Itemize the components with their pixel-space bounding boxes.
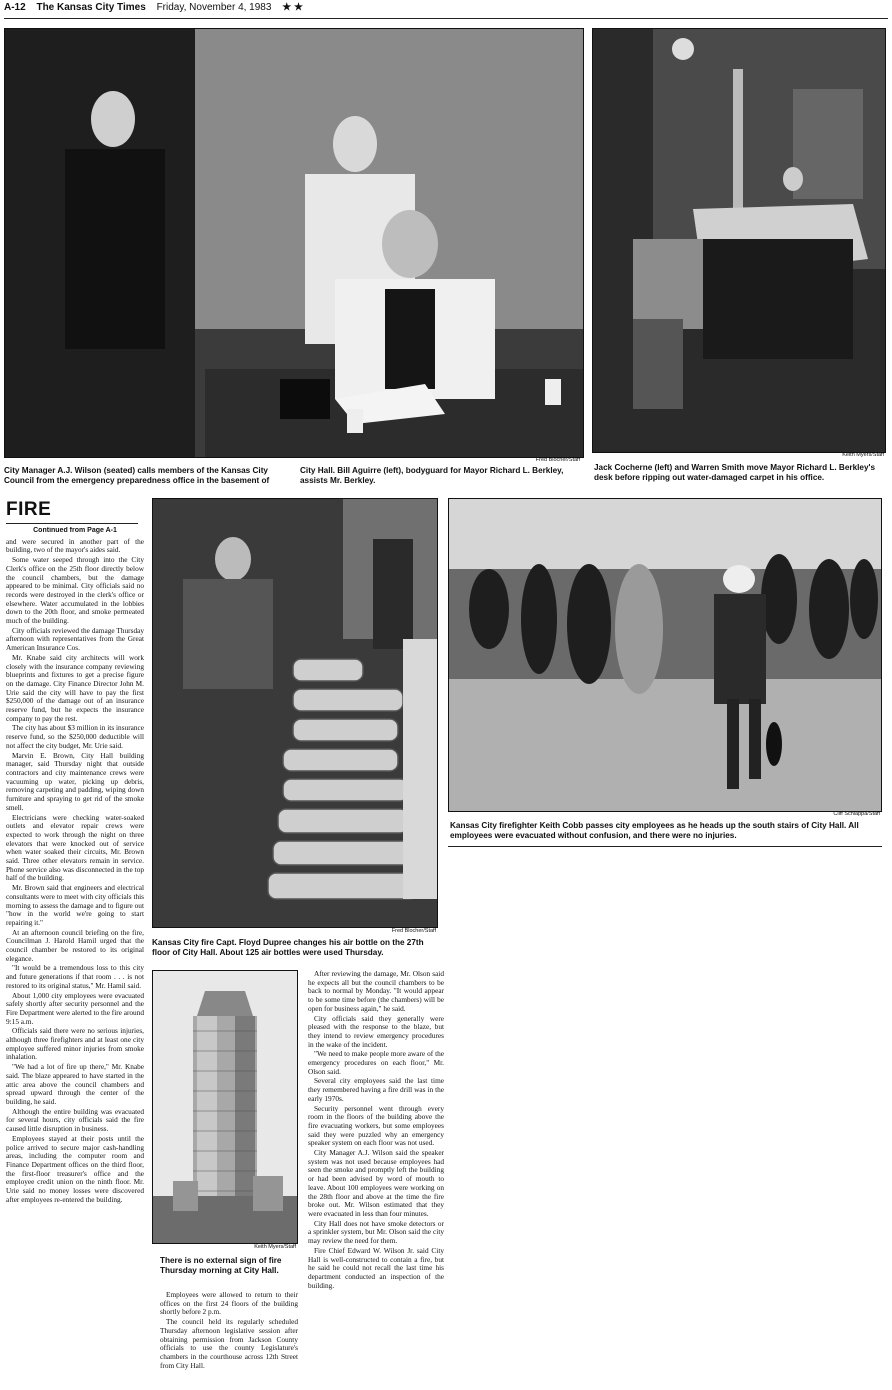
- article-paragraph: City officials reviewed the damage Thursday afternoon with representatives from the Great American Insurance Cos.: [6, 625, 144, 653]
- article-paragraph: Employees stayed at their posts until the police arrived to secure major cash-handling areas, including the computer room and Finance Department offices on the third floor, the first-floor treasurer's office and the employee credit union on the ninth floor. Mr. Urie said no money losses were discovered after employees re-entered the building.: [6, 1133, 144, 1204]
- photo-credit-emergency: Fred Blocher/Staff: [535, 457, 580, 463]
- article-paragraph: "We need to make people more aware of the emergency procedures on each floor," Mr. Olson said.: [308, 1049, 444, 1076]
- photo-city-hall-building: [152, 970, 298, 1244]
- article-paragraph: At an afternoon council briefing on the fire, Councilman J. Harold Hamil urged that the council chamber be restored to its original elegance.: [6, 927, 144, 963]
- photo-credit-bottles: Fred Blocher/Staff: [391, 928, 436, 934]
- photo-credit-desk: Keith Myers/Staff: [842, 452, 884, 458]
- caption-emergency-left: City Manager A.J. Wilson (seated) calls members of the Kansas City Council from the emergency preparedness office in the basement of: [4, 466, 270, 485]
- caption-emergency-right: City Hall. Bill Aguirre (left), bodyguard for Mayor Richard L. Berkley, assists Mr. Berkley.: [300, 466, 564, 485]
- edition-stars: ★ ★: [282, 2, 303, 13]
- photo-emergency-office-image: [5, 29, 583, 457]
- article-paragraph: Marvin E. Brown, City Hall building manager, said Thursday night that outside contractors and city maintenance crews were vacuuming up water, picking up debris, removing carpeting and padding, wiping down furniture and spraying to get rid of the smoke smell.: [6, 750, 144, 812]
- article-paragraph: Mr. Knabe said city architects will work closely with the insurance company reviewing blueprints and fixtures to get a precise figure on the damage. City Finance Director John M. Urie said the city will have to pay the first $250,000 of the damage out of an insurance reserve fund, but he expects the insurance company to pay the rest.: [6, 652, 144, 723]
- article-paragraph: "We had a lot of fire up there," Mr. Knabe said. The blaze appeared to have started in the attic area above the council chambers and spread upward through the center of the building, he said.: [6, 1062, 144, 1106]
- photo-emergency-office: [4, 28, 584, 458]
- article-paragraph: The city has about $3 million in its insurance reserve fund, so the $250,000 deductible will not affect the city budget, Mr. Urie said.: [6, 723, 144, 750]
- article-paragraph: Mr. Brown said that engineers and electrical consultants were to meet with city officials this morning to assess the damage and to figure out "how in the world we're going to start repairing it.": [6, 883, 144, 927]
- headline-rule: [6, 523, 138, 524]
- photo-city-hall-image: [153, 971, 297, 1243]
- masthead: [4, 2, 888, 19]
- article-paragraph: Fire Chief Edward W. Wilson Jr. said City Hall is well-constructed to contain a fire, but he said he could not recall the last time his department conducted an inspection of the building.: [308, 1245, 444, 1290]
- article-paragraph: City Hall does not have smoke detectors or a sprinkler system, but Mr. Olson said the city may review the need for them.: [308, 1218, 444, 1246]
- caption-south-stairs: Kansas City firefighter Keith Cobb passes city employees as he heads up the south stairs of City Hall. All employees were evacuated without confusion, and there were no injuries.: [450, 821, 859, 840]
- issue-date: Friday, November 4, 1983: [156, 2, 272, 13]
- photo-south-stairs: [448, 498, 882, 812]
- article-paragraph: After reviewing the damage, Mr. Olson said he expects all but the council chambers to be back to normal by Monday. "It would appear to be some time before (the chambers) will be open for business again," he said.: [308, 970, 444, 1013]
- article-paragraph: About 1,000 city employees were evacuated safely shortly after security personnel and the Fire Department were alerted to the fire around 9:15 a.m.: [6, 990, 144, 1026]
- article-paragraph: Electricians were checking water-soaked outlets and elevator repair crews were expected to work through the night on three elevators that were knocked out of service when water soaked their circuits, Mr. Brown said. Three other elevators remain in service. Phone service also was disconnected in the top half of the building.: [6, 812, 144, 883]
- article-paragraph: Although the entire building was evacuated for several hours, city officials said the fire caused little disruption in business.: [6, 1106, 144, 1134]
- caption-mayor-desk: Jack Cocherne (left) and Warren Smith move Mayor Richard L. Berkley's desk before ripping out water-damaged carpet in his office.: [594, 463, 876, 482]
- article-paragraph: Several city employees said the last time they remembered having a fire drill was in the early 1970s.: [308, 1076, 444, 1103]
- photo-credit-building: Keith Myers/Staff: [254, 1244, 296, 1250]
- article-headline: FIRE: [6, 499, 52, 520]
- article-column-2: [160, 1291, 298, 1383]
- photo-air-bottles-image: [153, 499, 437, 927]
- article-paragraph: "It would be a tremendous loss to this city and future generations if that room . . . is not restored to its original status," Mr. Hamil said.: [6, 963, 144, 990]
- photo-credit-stairs: Cliff Schiappa/Staff: [833, 811, 880, 817]
- jump-line: Continued from Page A-1: [33, 527, 117, 534]
- stairs-caption-rule: [448, 846, 882, 847]
- article-paragraph: Officials said there were no serious injuries, although three firefighters and at least one city employee suffered minor injuries from smoke inhalation.: [6, 1026, 144, 1062]
- article-paragraph: City officials said they generally were pleased with the response to the blaze, but they intend to review emergency procedures in the wake of the incident.: [308, 1013, 444, 1049]
- article-column-3: [308, 970, 444, 1382]
- article-paragraph: The council held its regularly scheduled Thursday afternoon legislative session after obtaining permission from Jackson County officials to use the county Legislature's chambers in the courthouse across 12th Street from City Hall.: [160, 1317, 298, 1370]
- photo-mayor-desk: [592, 28, 886, 453]
- article-paragraph: Employees were allowed to return to their offices on the first 24 floors of the building shortly before 2 p.m.: [160, 1291, 298, 1317]
- page-number: A-12: [4, 2, 26, 13]
- article-paragraph: City Manager A.J. Wilson said the speaker system was not used because employees had seen the smoke and promptly left the building or had been advised by word of mouth to leave. About 100 employees were working on the 28th floor and above at the time the fire broke out. Mr. Wilson estimated that they were evacuated in less than four minutes.: [308, 1148, 444, 1218]
- article-paragraph: Some water seeped through into the City Clerk's office on the 25th floor directly below the council chambers, but the damage appeared to be minimal. City officials said no records were destroyed in the clerk's office or elsewhere. Water accumulated in the lobbies down to the 20th floor, and smoke permeated much of the building.: [6, 555, 144, 626]
- photo-south-stairs-image: [449, 499, 881, 811]
- photo-mayor-desk-image: [593, 29, 885, 452]
- article-column-1: [6, 527, 144, 1382]
- article-paragraph: Security personnel went through every room in the floors of the building above the fire evacuating workers, but some employees said they were puzzled why an emergency speaker system on each floor was not used.: [308, 1103, 444, 1148]
- article-paragraph: and were secured in another part of the building, two of the mayor's aides said.: [6, 536, 144, 555]
- newspaper-name: The Kansas City Times: [36, 2, 146, 13]
- caption-city-hall: There is no external sign of fire Thursday morning at City Hall.: [160, 1256, 282, 1275]
- caption-air-bottles: Kansas City fire Capt. Floyd Dupree changes his air bottle on the 27th floor of City Hall. About 125 air bottles were used Thursday.: [152, 938, 424, 957]
- photo-air-bottles: [152, 498, 438, 928]
